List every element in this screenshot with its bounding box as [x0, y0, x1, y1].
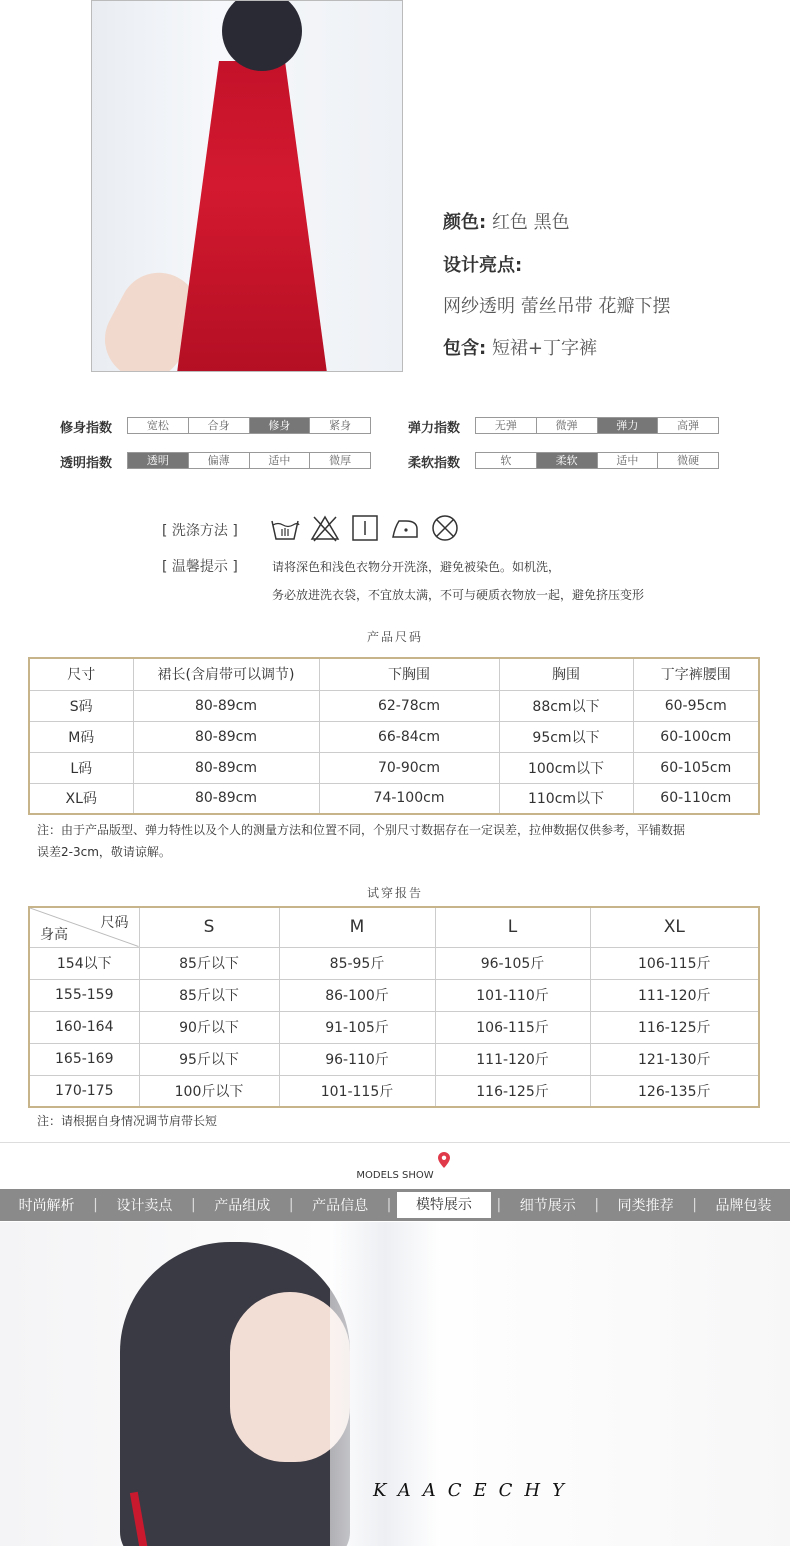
- softness-index-label: 柔软指数: [408, 456, 461, 471]
- table-cell: 170-175: [29, 1075, 139, 1107]
- table-cell: 100cm以下: [499, 752, 633, 783]
- table-row: [29, 721, 759, 752]
- table-row: [29, 1043, 759, 1075]
- fit-option: 宽松: [128, 418, 189, 433]
- table-cell: 62-78cm: [319, 690, 499, 721]
- try-table-title: 试穿报告: [366, 886, 423, 900]
- table-header: S: [139, 907, 279, 947]
- tips-line1: 请将深色和浅色衣物分开洗涤，避免被染色。如机洗，: [272, 560, 561, 574]
- elastic-index-label: 弹力指数: [408, 421, 461, 436]
- color-label: 颜色:: [443, 212, 487, 233]
- table-row: [29, 1011, 759, 1043]
- table-row: [29, 752, 759, 783]
- fit-index-label: 修身指数: [60, 421, 113, 436]
- nav-separator: |: [594, 1197, 600, 1213]
- table-cell: 154以下: [29, 947, 139, 979]
- table-cell: 60-110cm: [633, 783, 759, 814]
- size-table: [28, 657, 760, 815]
- nav-tab[interactable]: 细节展示: [519, 1198, 576, 1214]
- fit-option: 合身: [189, 418, 250, 433]
- spec-design: [443, 251, 522, 277]
- fit-option: 紧身: [329, 419, 352, 432]
- hang-dry-icon: [350, 513, 380, 543]
- table-row: [29, 947, 759, 979]
- table-header: M: [279, 907, 435, 947]
- table-cell: 80-89cm: [133, 690, 319, 721]
- table-cell: 80-89cm: [133, 783, 319, 814]
- table-header: 胸围: [499, 658, 633, 690]
- try-note: 注：请根据自身情况调节肩带长短: [37, 1114, 218, 1128]
- softness-option: 适中: [598, 453, 659, 468]
- table-cell: M码: [29, 721, 133, 752]
- table-cell: 96-105斤: [435, 947, 590, 979]
- table-cell: 86-100斤: [279, 979, 435, 1011]
- table-cell: 110cm以下: [499, 783, 633, 814]
- wash-label: [ 洗涤方法 ]: [162, 523, 238, 539]
- table-cell: 100斤以下: [139, 1075, 279, 1107]
- transparency-index-bar: [127, 452, 371, 469]
- low-iron-icon: [390, 513, 420, 543]
- models-show-caption: MODELS SHOW: [356, 1170, 434, 1181]
- table-cell: 95斤以下: [139, 1043, 279, 1075]
- elastic-option: 微弹: [537, 418, 598, 433]
- table-cell: 74-100cm: [319, 783, 499, 814]
- corner-size-label: 尺码: [100, 915, 129, 931]
- nav-tab[interactable]: 时尚解析: [18, 1198, 75, 1214]
- elastic-option: 弹力: [598, 418, 659, 433]
- table-cell: 155-159: [29, 979, 139, 1011]
- table-cell: 116-125斤: [590, 1011, 759, 1043]
- transparency-option: 微厚: [329, 454, 352, 467]
- include-value: 短裙+丁字裤: [491, 338, 598, 359]
- table-cell: 60-95cm: [633, 690, 759, 721]
- table-cell: 126-135斤: [590, 1075, 759, 1107]
- nav-tab[interactable]: 模特展示: [397, 1192, 490, 1218]
- product-photo-top: [91, 0, 403, 372]
- try-on-table: [28, 906, 760, 1108]
- nav-tab[interactable]: 设计卖点: [116, 1198, 173, 1214]
- softness-option: 柔软: [537, 453, 598, 468]
- table-cell: 60-100cm: [633, 721, 759, 752]
- table-cell: 70-90cm: [319, 752, 499, 783]
- table-cell: 165-169: [29, 1043, 139, 1075]
- table-cell: 80-89cm: [133, 752, 319, 783]
- table-cell: 101-110斤: [435, 979, 590, 1011]
- nav-separator: |: [190, 1197, 196, 1213]
- table-cell: 85斤以下: [139, 947, 279, 979]
- table-cell: 160-164: [29, 1011, 139, 1043]
- transparency-option: 偏薄: [189, 453, 250, 468]
- nav-separator: |: [386, 1197, 392, 1213]
- softness-index-bar: [475, 452, 719, 469]
- softness-option: 微硬: [677, 454, 700, 467]
- table-cell: 96-110斤: [279, 1043, 435, 1075]
- transparency-option: 适中: [250, 453, 311, 468]
- nav-separator: |: [692, 1197, 697, 1213]
- brand-name: KAACECHY: [373, 1480, 576, 1501]
- table-cell: L码: [29, 752, 133, 783]
- corner-height-label: 身高: [40, 926, 68, 943]
- fit-index-bar: [127, 417, 371, 434]
- include-label: 包含:: [443, 338, 487, 359]
- nav-tab[interactable]: 产品信息: [312, 1198, 369, 1214]
- section-nav: [0, 1189, 790, 1221]
- table-row: [29, 690, 759, 721]
- table-cell: 106-115斤: [590, 947, 759, 979]
- size-table-title: 产品尺码: [366, 630, 423, 644]
- table-cell: 111-120斤: [435, 1043, 590, 1075]
- table-cell: 90斤以下: [139, 1011, 279, 1043]
- table-header: 尺寸: [29, 658, 133, 690]
- table-cell: 121-130斤: [590, 1043, 759, 1075]
- wash-icons: [270, 513, 460, 543]
- no-bleach-icon: [310, 513, 340, 543]
- size-note: [37, 819, 685, 863]
- table-cell: 85斤以下: [139, 979, 279, 1011]
- table-header: L: [435, 907, 590, 947]
- elastic-option: 高弹: [677, 419, 700, 432]
- table-cell: 88cm以下: [499, 690, 633, 721]
- hand-wash-icon: [270, 513, 300, 543]
- table-cell: 111-120斤: [590, 979, 759, 1011]
- elastic-index-bar: [475, 417, 719, 434]
- table-cell: 95cm以下: [499, 721, 633, 752]
- design-value: 网纱透明 蕾丝吊带 花瓣下摆: [443, 296, 671, 317]
- size-note-line1: 注：由于产品版型、弹力特性以及个人的测量方法和位置不同，个别尺寸数据存在一定误差，拉伸数据仅供参考，平铺数据: [37, 823, 686, 837]
- table-cell: 60-105cm: [633, 752, 759, 783]
- table-cell: 66-84cm: [319, 721, 499, 752]
- spec-color: [443, 208, 570, 234]
- table-cell: 91-105斤: [279, 1011, 435, 1043]
- transparency-option: 透明: [128, 453, 189, 468]
- size-note-line2: 误差2-3cm，敬请谅解。: [37, 845, 171, 859]
- divider: [0, 1142, 790, 1143]
- table-cell: 80-89cm: [133, 721, 319, 752]
- softness-option: 软: [476, 453, 537, 468]
- tips-label: [ 温馨提示 ]: [162, 559, 238, 575]
- table-header: 裙长(含肩带可以调节): [133, 658, 319, 690]
- tips-line2: 务必放进洗衣袋，不宜放太满，不可与硬质衣物放一起，避免挤压变形: [272, 588, 645, 602]
- model-head: [222, 0, 302, 71]
- nav-tab[interactable]: 产品组成: [214, 1198, 271, 1214]
- no-tumble-dry-icon: [430, 513, 460, 543]
- table-row: [29, 907, 759, 947]
- spec-include: [443, 334, 597, 360]
- nav-tab[interactable]: 同类推荐: [617, 1198, 674, 1214]
- table-cell: 85-95斤: [279, 947, 435, 979]
- table-cell: 106-115斤: [435, 1011, 590, 1043]
- table-cell: 116-125斤: [435, 1075, 590, 1107]
- nav-tab[interactable]: 品牌包装: [715, 1198, 772, 1214]
- table-header: 下胸围: [319, 658, 499, 690]
- elastic-option: 无弹: [476, 418, 537, 433]
- nav-separator: |: [93, 1197, 98, 1213]
- location-pin-icon: [438, 1152, 450, 1168]
- table-row: [29, 1075, 759, 1107]
- nav-separator: |: [288, 1197, 294, 1213]
- table-row: [29, 979, 759, 1011]
- table-cell: 101-115斤: [279, 1075, 435, 1107]
- table-cell: XL码: [29, 783, 133, 814]
- transparency-index-label: 透明指数: [60, 456, 113, 471]
- table-header: 丁字裤腰围: [633, 658, 759, 690]
- red-dress: [177, 61, 327, 372]
- color-value: 红色 黑色: [491, 212, 570, 233]
- fit-option: 修身: [250, 418, 311, 433]
- table-row: [29, 658, 759, 690]
- nav-separator: |: [496, 1197, 502, 1213]
- table-header: XL: [590, 907, 759, 947]
- table-corner: [29, 907, 139, 947]
- table-row: [29, 783, 759, 814]
- table-cell: S码: [29, 690, 133, 721]
- design-label: 设计亮点:: [443, 255, 523, 276]
